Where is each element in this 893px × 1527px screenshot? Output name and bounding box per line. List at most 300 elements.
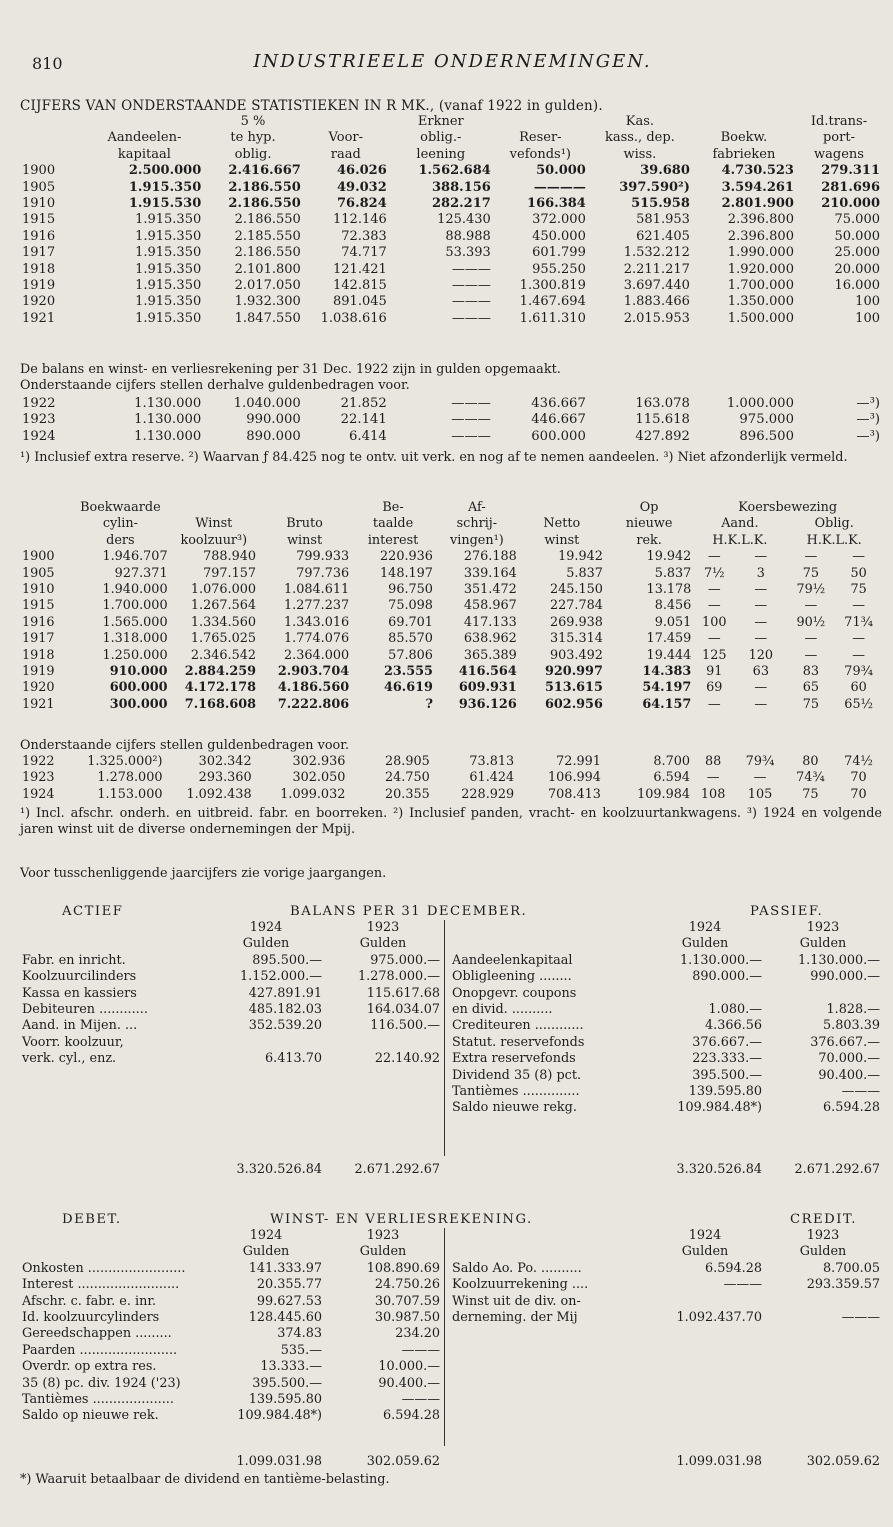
table-cell: 4.186.560 — [277, 680, 350, 696]
item-1924: ——— — [723, 1277, 762, 1293]
table-cell: 1.990.000 — [727, 245, 794, 261]
table-cell: 281.696 — [821, 179, 880, 195]
item-label: Fabr. en inricht. — [22, 952, 126, 968]
table-cell: 76.824 — [337, 196, 387, 212]
table1-col-header: wiss. — [623, 146, 657, 162]
table-cell: 927.371 — [114, 565, 168, 581]
table-row — [20, 429, 882, 445]
koers-cell: — — [852, 631, 866, 647]
balance-actief-label: ACTIEF — [62, 904, 124, 919]
list-item — [20, 1408, 442, 1424]
table-cell: 25.000 — [834, 245, 880, 261]
item-1923: 376.667.— — [810, 1034, 880, 1050]
koers-cell: — — [754, 696, 768, 712]
koers-cell: 74¾ — [796, 770, 825, 786]
table-cell: 1.932.300 — [234, 294, 301, 310]
table-cell: 75.098 — [388, 598, 433, 614]
table-cell: 72.991 — [556, 754, 601, 769]
koers-cell: — — [852, 598, 866, 614]
item-1924: 535.— — [280, 1342, 322, 1358]
item-1924 — [646, 986, 764, 1002]
row-year: 1923 — [22, 770, 55, 786]
row-year: 1919 — [22, 278, 56, 294]
table-cell: 6.414 — [349, 428, 387, 444]
table2-note-below: Onderstaande cijfers stellen guldenbedragen voor. — [20, 738, 350, 753]
table2-col-header: Winst — [195, 516, 233, 532]
table-cell: 2.186.550 — [234, 212, 301, 228]
table-cell: 6.594 — [653, 770, 691, 786]
table1-header-row — [20, 114, 882, 130]
table-cell: 890.000 — [246, 428, 301, 444]
header-spacer — [450, 1228, 646, 1244]
item-1923: 1.828.— — [826, 1002, 880, 1018]
page-header — [32, 52, 873, 78]
table-cell: 513.615 — [544, 680, 603, 696]
row-year: 1900 — [22, 549, 55, 565]
koers-cell: — — [804, 647, 818, 663]
table-cell: 601.799 — [532, 245, 586, 261]
koers-cell: 80 — [802, 754, 819, 769]
table-row — [20, 770, 882, 786]
table-cell: 797.736 — [296, 565, 350, 581]
see-previous-note: Voor tusschenliggende jaarcijfers zie vorige jaargangen. — [20, 866, 387, 881]
koers-cell: — — [804, 549, 818, 565]
table-cell: ——— — [451, 278, 491, 294]
table-cell: 975.000 — [739, 412, 794, 428]
koers-cell: — — [706, 770, 720, 786]
year-header-row — [450, 1228, 882, 1244]
list-item — [450, 1294, 882, 1310]
table-cell: 1.038.616 — [320, 310, 387, 326]
list-item — [20, 1002, 442, 1018]
item-1923: 5.803.39 — [823, 1018, 880, 1034]
table1-col-header: Aandeelen- — [107, 130, 182, 146]
item-label: Tantièmes .............. — [452, 1084, 580, 1100]
table-row — [20, 615, 882, 631]
table2-col-header: cylin- — [102, 516, 138, 532]
table2-col-header: interest — [367, 532, 419, 548]
item-label: Aandeelenkapitaal — [452, 952, 573, 968]
table-row — [20, 278, 882, 294]
year-header-row — [450, 920, 882, 936]
balance-total-left-1923: 2.671.292.67 — [354, 1162, 440, 1177]
table-cell: 279.311 — [821, 163, 880, 179]
list-item — [20, 1359, 442, 1375]
pl-title: WINST- EN VERLIESREKENING. — [270, 1212, 533, 1227]
koers-cell: 75 — [850, 582, 867, 598]
koers-cell: 75 — [802, 786, 819, 802]
item-label: Statut. reservefonds — [452, 1034, 585, 1050]
table-cell: 166.384 — [527, 196, 586, 212]
table-row — [20, 664, 882, 680]
table-cell: 1.277.237 — [284, 598, 350, 614]
row-year: 1918 — [22, 647, 55, 663]
item-1924: 1.130.000.— — [680, 952, 762, 968]
header-spacer — [20, 130, 86, 146]
list-item — [20, 1310, 442, 1326]
table-cell: 2.364.000 — [284, 647, 350, 663]
table-cell: 903.492 — [549, 647, 603, 663]
koers-cell: — — [754, 549, 768, 565]
koers-cell: 100 — [702, 614, 727, 630]
header-spacer — [20, 1244, 208, 1260]
table2-col-header: Be- — [382, 500, 404, 515]
table-cell: 293.360 — [198, 770, 252, 786]
table2-col-header: schrij- — [456, 516, 498, 532]
row-year: 1916 — [22, 228, 56, 244]
table-cell: 69.701 — [388, 614, 433, 630]
koers-cell: 60 — [850, 680, 867, 696]
table-cell: 20.000 — [834, 261, 880, 277]
table-cell: ——— — [451, 294, 491, 310]
year-header-row — [20, 920, 442, 936]
table-cell: 100 — [855, 310, 880, 326]
year-1923: 1923 — [366, 920, 400, 935]
table1-col-header — [493, 114, 588, 130]
list-item — [450, 1051, 882, 1067]
table-cell: 20.355 — [385, 786, 430, 802]
item-label: Id. koolzuurcylinders — [22, 1310, 160, 1326]
table-cell: 228.929 — [461, 786, 515, 802]
item-1924: 395.500.— — [252, 1375, 322, 1391]
item-1924 — [646, 1294, 764, 1310]
item-1924: 6.413.70 — [265, 1051, 322, 1067]
table-cell: 74.717 — [341, 245, 387, 261]
row-year: 1915 — [22, 598, 55, 614]
table-cell: 24.750 — [385, 770, 430, 786]
table-cell: 2.101.800 — [234, 261, 301, 277]
table-cell: 2.211.217 — [623, 261, 690, 277]
item-label: Crediteuren ............ — [452, 1018, 584, 1034]
item-label: Extra reservefonds — [452, 1051, 576, 1067]
item-1924: 139.595.80 — [688, 1084, 762, 1100]
koers-cell: 120 — [748, 647, 774, 663]
row-year: 1921 — [22, 696, 55, 712]
table-row — [20, 697, 882, 713]
koers-cell: 50 — [850, 565, 867, 581]
table-cell: ——— — [451, 412, 491, 428]
table2-col-header: Af- — [468, 500, 486, 515]
table-cell: 16.000 — [834, 278, 880, 294]
table-cell: 1.915.350 — [135, 261, 202, 277]
koers-cell: 105 — [747, 786, 773, 802]
item-label: Saldo Ao. Po. .......... — [452, 1260, 582, 1276]
koers-cell: 79¾ — [844, 664, 873, 680]
koers-cell: 75 — [802, 696, 819, 712]
table-cell: 17.459 — [646, 631, 692, 647]
table-cell: 1.915.350 — [128, 179, 202, 195]
balance-title: BALANS PER 31 DECEMBER. — [290, 904, 528, 919]
table-cell: 1.084.611 — [284, 582, 350, 598]
header-spacer — [20, 500, 71, 516]
header-spacer — [20, 920, 208, 936]
unit-label: Gulden — [681, 1244, 729, 1260]
table2-col-header: taalde — [372, 516, 414, 532]
row-year: 1920 — [22, 294, 56, 310]
table-cell: 2.015.953 — [623, 310, 690, 326]
table-cell: 891.045 — [333, 294, 387, 310]
item-1924: 20.355.77 — [256, 1277, 322, 1293]
table1-col-header: Reser- — [519, 130, 562, 146]
table1-header-row — [20, 130, 882, 146]
table-cell: 609.931 — [458, 680, 517, 696]
table-cell: 227.784 — [549, 598, 603, 614]
koers-cell: — — [804, 631, 818, 647]
list-item — [450, 953, 882, 969]
header-spacer — [20, 1228, 208, 1244]
table-row — [20, 262, 882, 278]
table2-col-header: Boekwaarde — [80, 500, 161, 515]
koers-cell: — — [707, 631, 721, 647]
page-number: 810 — [32, 54, 63, 73]
list-item — [450, 1261, 882, 1277]
table-cell: 416.564 — [458, 664, 517, 680]
running-title: INDUSTRIEELE ONDERNEMINGEN. — [253, 51, 652, 72]
table-cell: 1.847.550 — [234, 310, 301, 326]
table-cell: 50.000 — [536, 163, 586, 179]
table-cell: 21.852 — [340, 396, 387, 411]
table-cell: 1.765.025 — [190, 631, 257, 647]
table-cell: 1.000.000 — [726, 396, 794, 411]
table2-header-row — [20, 533, 882, 549]
list-item — [450, 1068, 882, 1084]
item-label: Debiteuren ............ — [22, 1002, 148, 1018]
table-cell: 7.222.806 — [277, 696, 350, 712]
list-item — [20, 1051, 442, 1067]
item-label: 35 (8) pc. div. 1924 ('23) — [22, 1375, 181, 1391]
item-1923: 6.594.28 — [383, 1408, 440, 1424]
table-cell: 245.150 — [549, 582, 603, 598]
table-cell: 302.342 — [198, 754, 252, 769]
table-row — [20, 245, 882, 261]
table-row — [20, 163, 882, 179]
row-year: 1924 — [22, 786, 55, 802]
table1-col-header: vefonds¹) — [509, 146, 571, 162]
table1-col-header: kass., dep. — [604, 130, 675, 146]
list-item — [20, 1035, 442, 1051]
table-cell: 115.618 — [635, 412, 690, 428]
row-year: 1915 — [22, 212, 56, 228]
table1-col-header: leening — [416, 146, 466, 162]
koers-cell: — — [804, 598, 818, 614]
item-label: Koolzuurcilinders — [22, 969, 137, 985]
table-cell: 8.456 — [654, 598, 692, 614]
header-spacer — [20, 114, 86, 130]
koers-cell: — — [707, 696, 721, 712]
table-cell: 53.393 — [445, 245, 491, 261]
unit-label: Gulden — [359, 936, 407, 952]
table-cell: 2.396.800 — [727, 228, 794, 244]
table-cell: 788.940 — [203, 549, 257, 565]
year-1924: 1924 — [688, 1228, 722, 1243]
item-label: Saldo nieuwe rekg. — [452, 1100, 577, 1116]
unit-label: Gulden — [799, 936, 847, 952]
item-1924 — [208, 1035, 324, 1051]
table-cell: 1.130.000 — [134, 428, 202, 444]
table-cell: ——— — [451, 428, 491, 444]
table-cell: 1.318.000 — [102, 631, 168, 647]
item-1923: ——— — [401, 1342, 440, 1358]
koers-cell: 69 — [706, 680, 723, 696]
table-cell: 708.413 — [548, 786, 601, 802]
item-1924: 6.594.28 — [705, 1260, 762, 1276]
koers-cell: — — [754, 614, 768, 630]
item-1924: 109.984.48*) — [677, 1100, 762, 1116]
table-cell: 417.133 — [463, 614, 517, 630]
table-cell: 427.892 — [635, 428, 690, 444]
year-header-row — [20, 1228, 442, 1244]
table-cell: 1.350.000 — [727, 294, 794, 310]
item-1923: 30.987.50 — [374, 1310, 440, 1326]
table-cell: 19.942 — [646, 549, 692, 565]
item-label: Obligleening ........ — [452, 969, 572, 985]
table-cell: 23.555 — [383, 664, 433, 680]
table-cell: 458.967 — [463, 598, 517, 614]
table-cell: 581.953 — [636, 212, 690, 228]
item-1923: ——— — [401, 1392, 440, 1408]
item-1923: 6.594.28 — [823, 1100, 880, 1116]
koers-cell: 79½ — [796, 582, 826, 598]
pl-total-right-1923: 302.059.62 — [806, 1454, 880, 1469]
balance-total-left-1924: 3.320.526.84 — [236, 1162, 322, 1177]
row-year: 1900 — [22, 163, 56, 179]
table-cell: 100 — [855, 294, 880, 310]
table-cell: 106.994 — [548, 770, 601, 786]
table1-gulden — [20, 396, 882, 445]
koers-cell: — — [707, 582, 721, 598]
row-year: 1905 — [22, 565, 55, 581]
table-cell: 72.383 — [341, 228, 387, 244]
row-year: 1922 — [22, 754, 55, 769]
list-item — [20, 1326, 442, 1342]
table-cell: 2.346.542 — [190, 647, 257, 663]
table-cell: 22.141 — [340, 412, 387, 428]
item-label: Afschr. c. fabr. e. inr. — [22, 1293, 157, 1309]
table-cell: 2.884.259 — [184, 664, 257, 680]
table-cell: 339.164 — [463, 565, 517, 581]
profit-loss — [20, 1212, 882, 1487]
table-row — [20, 212, 882, 228]
table-cell: 446.667 — [531, 412, 586, 428]
item-label: Voorr. koolzuur, — [22, 1034, 124, 1050]
table-cell: 49.032 — [337, 179, 387, 195]
list-item — [20, 986, 442, 1002]
koers-cell: 83 — [802, 664, 819, 680]
table-cell: 269.938 — [549, 614, 603, 630]
table-cell: 621.405 — [636, 228, 690, 244]
table-cell: 2.186.550 — [228, 179, 301, 195]
item-1923: ——— — [841, 1310, 880, 1326]
table2-gulden — [20, 754, 882, 803]
table-cell: 2.500.000 — [128, 163, 202, 179]
table-cell: 3.594.261 — [721, 179, 794, 195]
table-row — [20, 549, 882, 565]
list-item — [20, 1376, 442, 1392]
row-year: 1917 — [22, 631, 55, 647]
koers-cell: 74½ — [844, 754, 873, 769]
table2-footnote: ¹) Incl. afschr. onderh. en uitbreid. fabr. en boorreken. ²) Inclusief panden, vracht- en koolzuurtankwagens. ³) 1924 en volgende jaren winst uit de diverse ondernemingen der Mpij. — [20, 806, 882, 838]
table2 — [20, 500, 882, 713]
row-year: 1917 — [22, 245, 56, 261]
table-cell: 515.958 — [631, 196, 690, 212]
table-cell: 73.813 — [469, 754, 515, 769]
table-cell: 46.026 — [337, 163, 387, 179]
table2-col-header: Netto — [543, 516, 581, 532]
item-1923 — [764, 986, 882, 1002]
table-cell: 1.562.684 — [418, 163, 491, 179]
table2-col-header — [519, 500, 605, 516]
item-1923: 116.500.— — [370, 1018, 440, 1034]
item-1924: 485.182.03 — [248, 1002, 322, 1018]
table-cell: 1.278.000 — [97, 770, 163, 786]
koers-sub-oblig: Oblig. — [814, 516, 854, 532]
table-cell: 315.314 — [549, 631, 603, 647]
table-cell: 1.700.000 — [102, 598, 168, 614]
table-cell: 46.619 — [383, 680, 433, 696]
table2-header-row — [20, 500, 882, 516]
table-cell: 19.942 — [558, 549, 603, 565]
item-1923: 90.400.— — [818, 1067, 880, 1083]
table-cell: 1.946.707 — [102, 549, 168, 565]
list-item — [450, 1018, 882, 1034]
koers-cell: 7½ — [704, 565, 725, 581]
table-cell: 1.467.694 — [519, 294, 586, 310]
unit-label: Gulden — [242, 936, 290, 952]
year-1924: 1924 — [688, 920, 722, 935]
table-cell: 9.051 — [654, 614, 692, 630]
item-label: Tantièmes .................... — [22, 1392, 174, 1408]
table-cell: 39.680 — [640, 163, 690, 179]
item-1924: 374.83 — [277, 1326, 322, 1342]
list-item — [450, 1035, 882, 1051]
table-cell: 300.000 — [109, 696, 168, 712]
table-cell: 1.130.000 — [134, 412, 202, 428]
table-cell: 1.915.530 — [128, 196, 202, 212]
koers-cell: 91 — [706, 664, 723, 680]
table-row — [20, 648, 882, 664]
table-cell: 910.000 — [109, 664, 168, 680]
table1-header-row — [20, 147, 882, 163]
table-cell: 1.325.000²) — [87, 754, 163, 769]
item-label: Aand. in Mijen. ... — [22, 1018, 138, 1034]
item-label: Winst uit de div. on- — [452, 1293, 581, 1309]
item-1923: ——— — [841, 1084, 880, 1100]
table1-footnote: ¹) Inclusief extra reserve. ²) Waarvan ƒ 84.425 nog te ontv. uit verk. en nog af te nemen aandeelen. ³) Niet afzonderlijk vermeld. — [20, 450, 848, 465]
list-item — [20, 1343, 442, 1359]
row-year: 1919 — [22, 664, 55, 680]
year-1923: 1923 — [806, 920, 840, 935]
item-label: Gereedschappen ......... — [22, 1326, 172, 1342]
koers-cell: 70 — [850, 770, 867, 786]
item-1924: 352.539.20 — [248, 1018, 322, 1034]
year-1923: 1923 — [366, 1228, 400, 1243]
balance-passief-label: PASSIEF. — [750, 904, 824, 919]
koers-header: Koersbewezing — [738, 500, 838, 515]
pl-credit-label: CREDIT. — [790, 1212, 857, 1227]
table1-col-header: oblig.- — [420, 130, 462, 146]
table-cell: 1.250.000 — [102, 647, 168, 663]
table-cell: 54.197 — [642, 680, 692, 696]
table-cell: 302.936 — [292, 754, 346, 769]
item-1923: 24.750.26 — [374, 1277, 440, 1293]
table-cell: 600.000 — [531, 428, 586, 444]
koers-cell: 75 — [802, 565, 819, 581]
item-1923: 22.140.92 — [374, 1051, 440, 1067]
table-row — [20, 680, 882, 696]
table-cell: 1.040.000 — [233, 396, 301, 411]
pl-total-right-1924: 1.099.031.98 — [676, 1454, 762, 1469]
koers-cell: — — [707, 549, 721, 565]
